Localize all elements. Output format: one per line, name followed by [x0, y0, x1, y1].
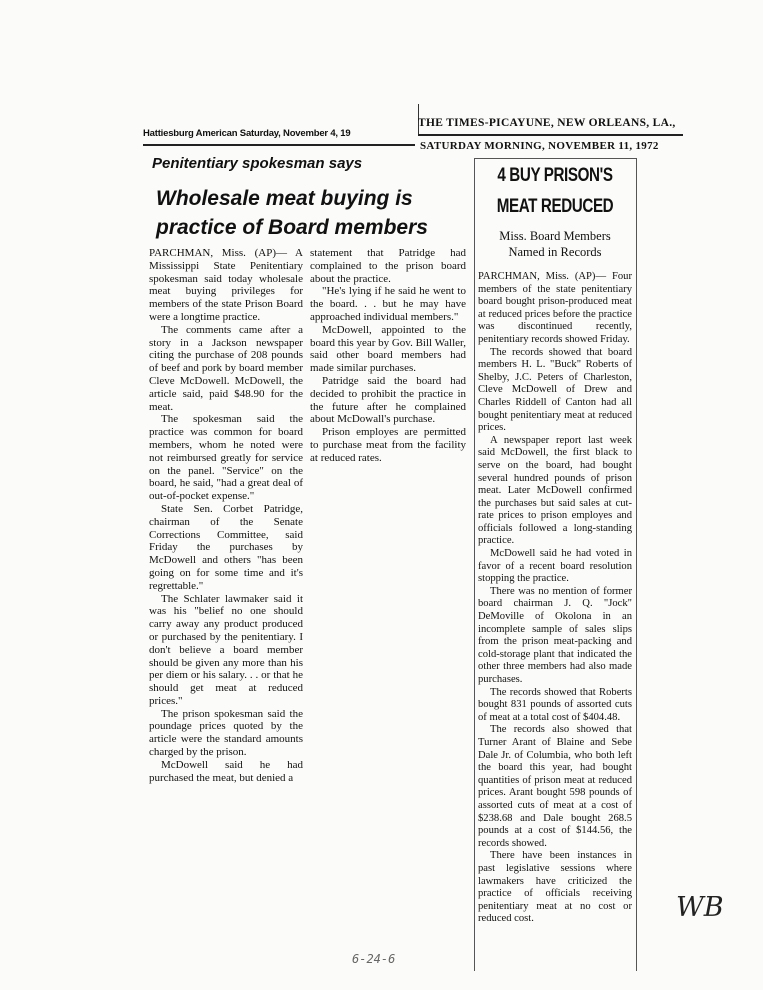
paragraph: The prison spokesman said the poundage prices quoted by the article were the standard amounts charged by the prison.: [149, 707, 303, 759]
left-headline-line-2: practice of Board members: [156, 216, 428, 239]
right-headline-line-1: 4 BUY PRISON'S: [497, 165, 613, 186]
paragraph: The comments came after a story in a Jackson newspaper citing the purchase of 208 pounds of beef and pork by board member Cleve McDowell. McDowell, the article said, paid $48.90 for the meat.: [149, 323, 303, 413]
left-rule: [143, 144, 415, 146]
paragraph: The spokesman said the practice was common for board members, whom he noted were not reimbursed greatly for service on the panel. "Service" on the board, he said, "had a great deal of out-of-pocket expense.": [149, 413, 303, 503]
left-article-column-1: [149, 247, 303, 784]
paragraph: The records also showed that Turner Arant of Blaine and Sebe Dale Jr. of Columbia, who both left the board this year, had bought quantities of prison meat at reduced prices. Arant bought 598 pounds of assorted cuts of meat at a cost of $238.68 and Dale bought 268.5 pounds at a cost of $144.56, the records showed.: [478, 724, 632, 849]
paragraph: "He's lying if he said he went to the board. . . but he may have approached individual members.": [310, 285, 466, 323]
right-headline-line-2: MEAT REDUCED: [496, 196, 614, 217]
paragraph: PARCHMAN, Miss. (AP)— Four members of the state penitentiary board bought prison-produced meat at reduced prices before the practice was discontinued recently, penitentiary records showed Friday.: [478, 271, 632, 345]
right-subheadline-line-1: Miss. Board Members: [499, 229, 611, 243]
paragraph: The records showed that Roberts bought 831 pounds of assorted cuts of meat at a total cost of $404.48.: [478, 686, 632, 723]
paragraph: McDowell said he had voted in favor of a recent board resolution stopping the practice.: [478, 548, 632, 585]
paragraph: statement that Patridge had complained to the prison board about the practice.: [310, 247, 466, 285]
left-headline: [156, 184, 456, 242]
paragraph: A newspaper report last week said McDowell, the first black to serve on the board, had bought several hundred pounds of prison meat. Later McDowell confirmed the purchases but said sales at cut-rate prices to prison employes and officials followed a long-standing practice.: [478, 434, 632, 547]
paragraph: The Schlater lawmaker said it was his "belief no one should carry away any product produced or purchased by the penitentiary. I don't believe a board member should be given any more than his per diem or his salary. . . or that he should get meat at reduced prices.": [149, 592, 303, 707]
right-masthead: THE TIMES-PICAYUNE, NEW ORLEANS, LA.,: [418, 117, 676, 129]
paragraph: There was no mention of former board chairman J. Q. "Jock" DeMoville of Okolona in an incomplete sample of sales slips from the prison meat-packing and cold-storage plant that indicated the other three members had also made purchases.: [478, 585, 632, 685]
right-subheadline: [476, 228, 634, 260]
right-rule: [418, 134, 683, 136]
paragraph: PARCHMAN, Miss. (AP)— A Mississippi State Penitentiary spokesman said today wholesale meat buying privileges for members of the state Prison Board were a longtime practice.: [149, 247, 303, 323]
left-headline-line-1: Wholesale meat buying is: [156, 187, 413, 210]
paragraph: Patridge said the board had decided to prohibit the practice in the future after he complained about McDowall's purchase.: [310, 374, 466, 426]
paragraph: McDowell said he had purchased the meat, but denied a: [149, 758, 303, 784]
left-article-column-2: [310, 247, 466, 465]
page-mark: 6-24-6: [352, 952, 396, 966]
paragraph: There have been instances in past legislative sessions where lawmakers have criticized the practice of officials receiving penitentiary meat at no cost or reduced cost.: [478, 850, 632, 925]
paragraph: McDowell, appointed to the board this year by Gov. Bill Waller, said other board members had made similar purchases.: [310, 323, 467, 375]
paragraph: The records showed that board members H. L. "Buck" Roberts of Shelby, J.C. Peters of Charleston, Cleve McDowell of Drew and Charles Riddell of Canton had all bought penitentiary meat at reduced prices.: [478, 346, 632, 434]
paragraph: State Sen. Corbet Patridge, chairman of the Senate Corrections Committee, said Friday the purchases by McDowell and others "has been going on for some time and it's regrettable.": [149, 502, 303, 592]
handwritten-initials: WB: [676, 892, 724, 923]
left-kicker: Penitentiary spokesman says: [152, 155, 363, 172]
paragraph: Prison employes are permitted to purchase meat from the facility at reduced rates.: [310, 426, 466, 464]
right-headline: [492, 160, 618, 222]
right-masthead-date: SATURDAY MORNING, NOVEMBER 11, 1972: [420, 140, 659, 152]
right-subheadline-line-2: Named in Records: [508, 245, 602, 259]
right-article-column: [478, 271, 632, 926]
left-dateline: Hattiesburg American Saturday, November 4, 19: [143, 128, 351, 139]
